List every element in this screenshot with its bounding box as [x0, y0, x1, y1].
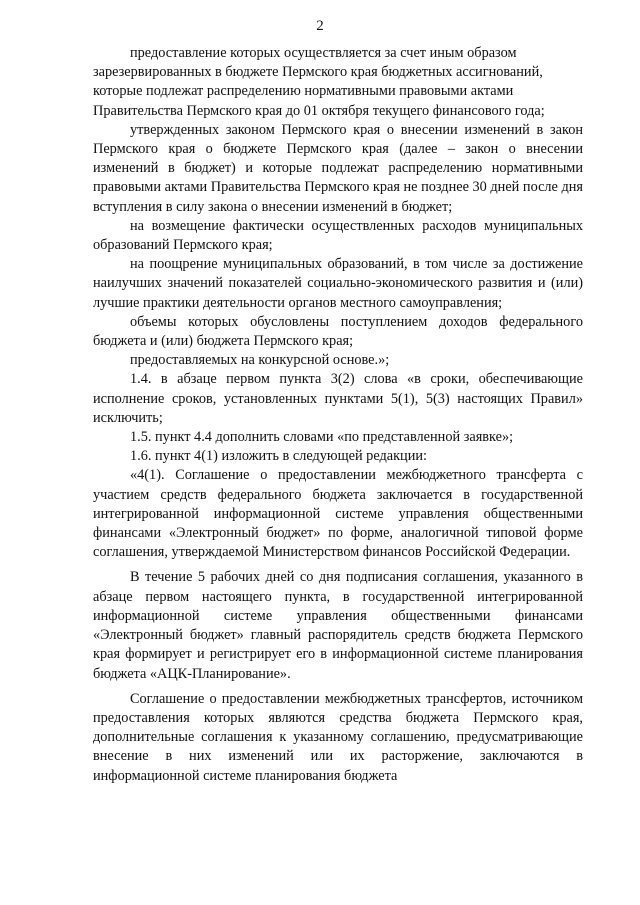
page-number: 2	[316, 18, 324, 34]
paragraph: «4(1). Соглашение о предоставлении межбюджетного трансферта с участием средств федерального бюджета заключается в государственной интегрированной информационной системе управления общественными финансами «Электронный бюджет» по форме, аналогичной типовой форме соглашения, утверждаемой Министерством финансов Российской Федерации.	[93, 467, 583, 561]
paragraph: на поощрение муниципальных образований, в том числе за достижение наилучших значений показателей социально-экономического развития и (или) лучшие практики деятельности органов местного самоуправления;	[93, 256, 583, 311]
document-body	[93, 44, 583, 786]
paragraph: объемы которых обусловлены поступлением доходов федерального бюджета и (или) бюджета Пермского края;	[93, 313, 583, 350]
paragraph: 1.6. пункт 4(1) изложить в следующей редакции:	[130, 448, 427, 465]
paragraph: Соглашение о предоставлении межбюджетных трансфертов, источником предоставления которых являются средства бюджета Пермского края, дополнительные соглашения к указанному соглашению, предусматривающие внесение в них изменений или их расторжение, заключаются в информационной системе планирования бюджета	[93, 690, 583, 784]
paragraph: на возмещение фактически осуществленных расходов муниципальных образований Пермского края;	[93, 217, 583, 254]
paragraph: предоставление которых осуществляется за счет иным образом зарезервированных в бюджете Пермского края бюджетных ассигнований, которые подлежат распределению нормативными правовыми актами Правительства Пермского края до 01 октября текущего финансового года;	[93, 45, 545, 119]
paragraph: утвержденных законом Пермского края о внесении изменений в закон Пермского края о бюджете Пермского края (далее – закон о внесении изменений в бюджет) и которые подлежат распределению нормативными правовыми актами Правительства Пермского края не позднее 30 дней после дня вступления в силу закона о внесении изменений в бюджет;	[93, 121, 583, 215]
paragraph: 1.5. пункт 4.4 дополнить словами «по представленной заявке»;	[130, 429, 514, 446]
paragraph: В течение 5 рабочих дней со дня подписания соглашения, указанного в абзаце первом настоящего пункта, в государственной интегрированной информационной системе управления общественными финансами «Электронный бюджет» главный распорядитель средств бюджета Пермского края формирует и регистрирует его в информационной системе планирования бюджета «АЦК-Планирование».	[93, 569, 583, 682]
paragraph: 1.4. в абзаце первом пункта 3(2) слова «в сроки, обеспечивающие исполнение сроков, установленных пунктами 5(1), 5(3) настоящих Правил» исключить;	[93, 371, 583, 426]
paragraph: предоставляемых на конкурсной основе.»;	[130, 352, 390, 369]
